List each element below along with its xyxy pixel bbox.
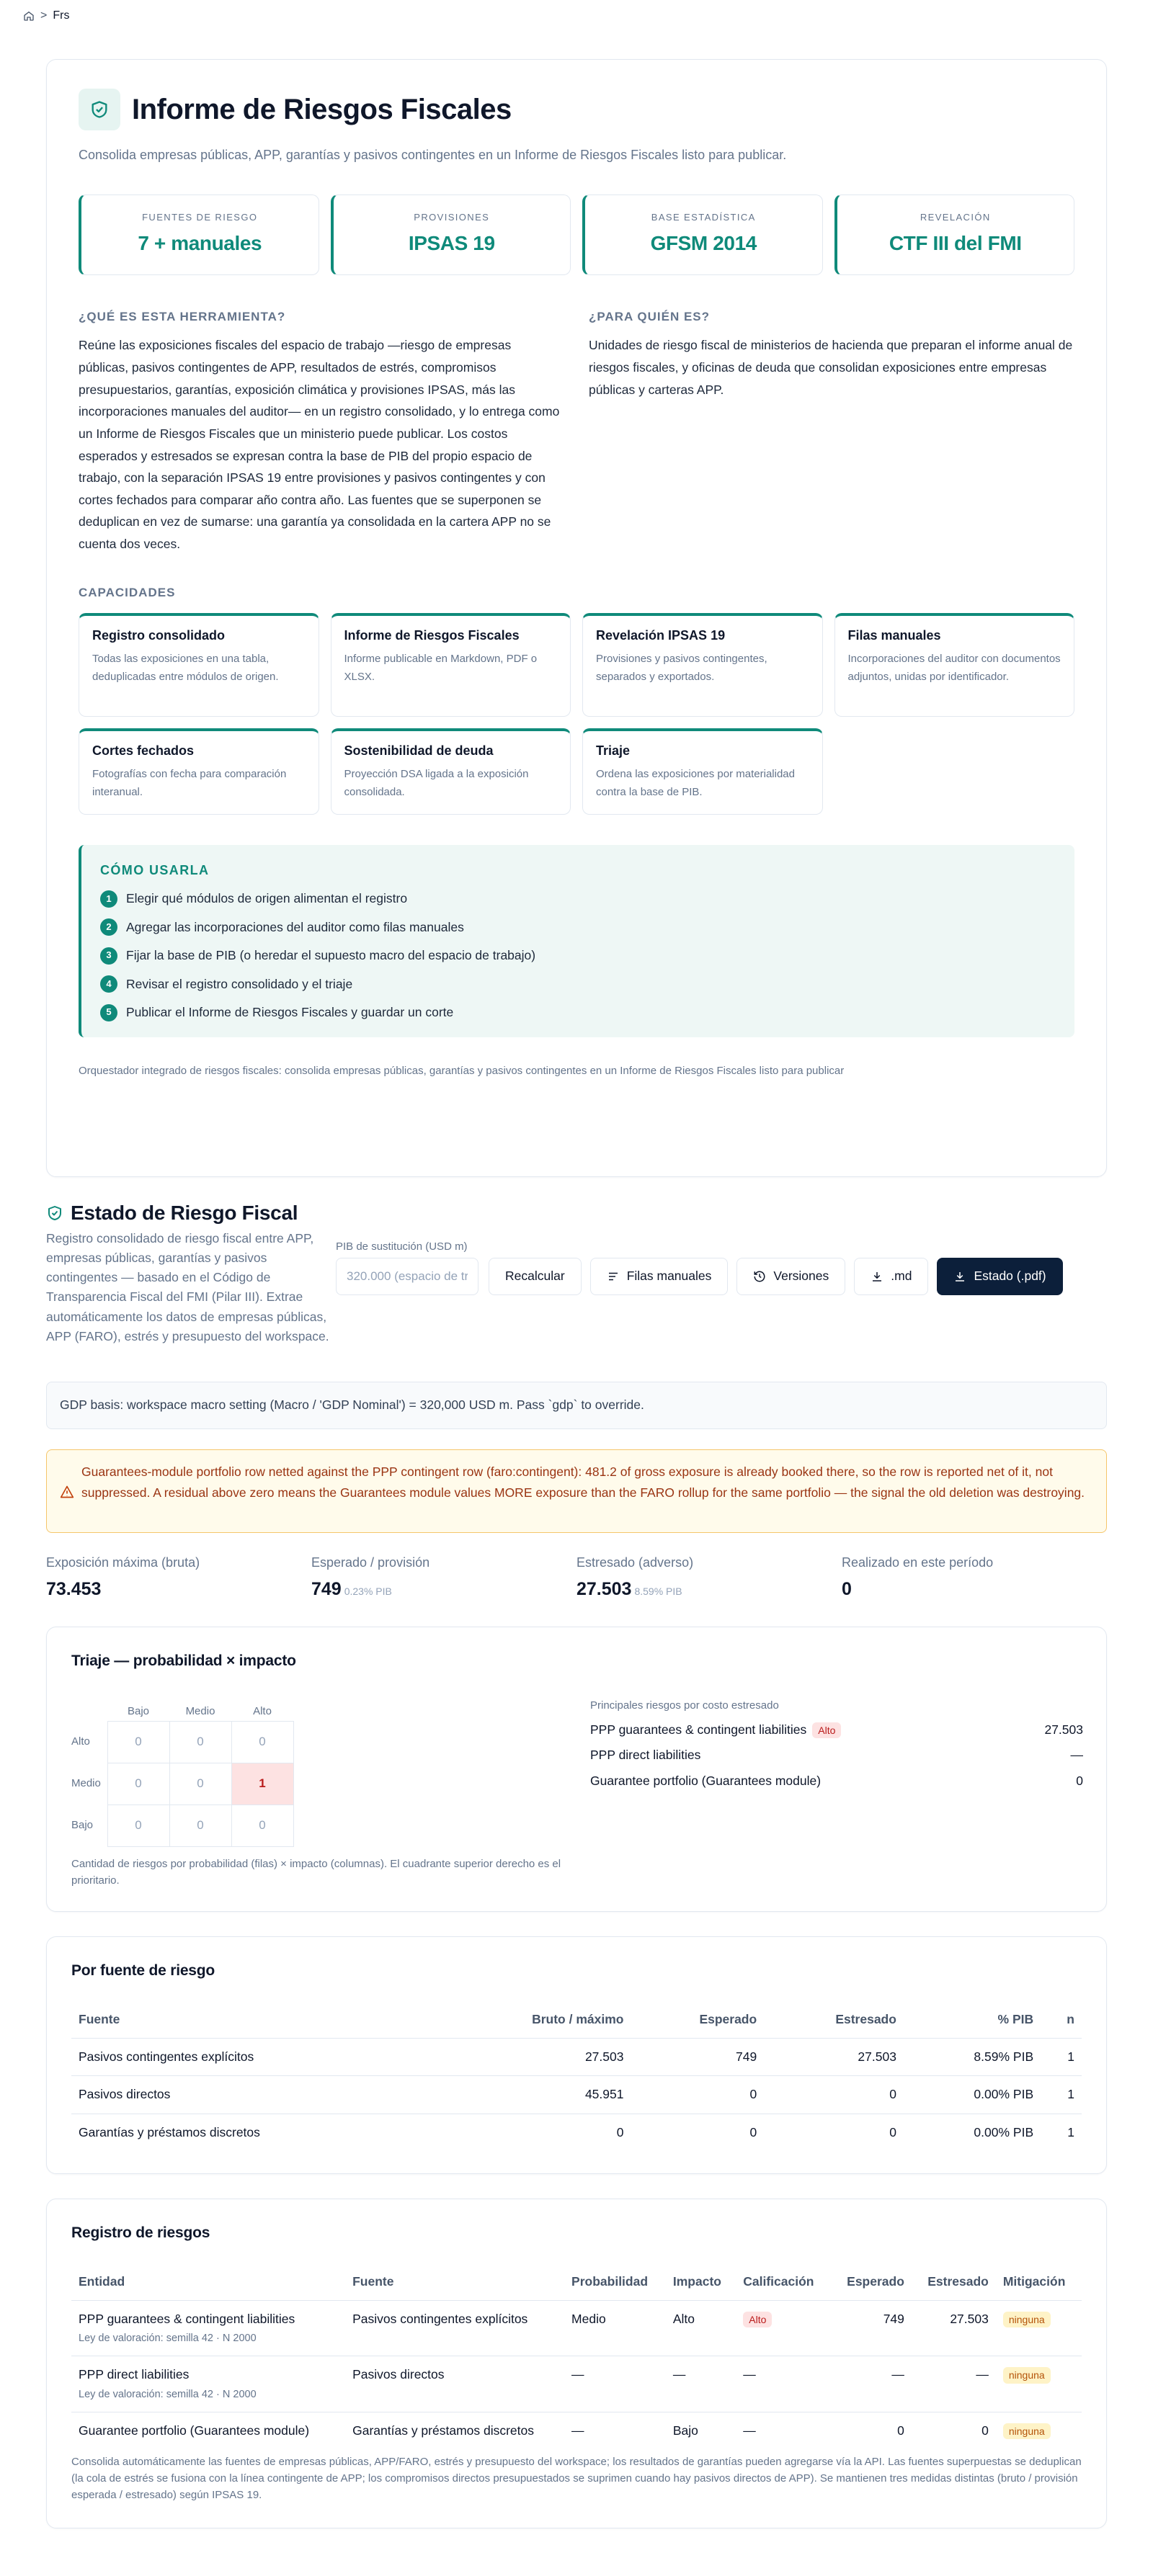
top-risk-value: — <box>1070 1748 1083 1763</box>
history-icon <box>753 1270 766 1283</box>
recalculate-button[interactable] <box>489 1258 582 1295</box>
cell-expected: 0 <box>749 2124 757 2139</box>
kpi-note: 0.23% PIB <box>344 1586 392 1598</box>
register-note: Consolida automáticamente las fuentes de empresas públicas, APP/FARO, estrés y presupuesto del workspace; los resultados de garantías pueden agregarse vía la API. Las fuentes superpuestas se deduplican (la cola de estrés se fusiona con la línea contingente de APP; los compromisos directos presupuestados se suprimen cuando hay pasivos directos de APP). Se mantienen tres medidas distintas (bruto / provisión esperada / estresado) según IPSAS 19. <box>71 2455 1082 2502</box>
stat-value: 7 + manuales <box>138 231 262 254</box>
cell-source: Pasivos directos <box>71 2076 435 2114</box>
table-row[interactable] <box>71 2356 1082 2412</box>
kpi-note: 8.59% PIB <box>634 1586 682 1598</box>
shield-check-icon <box>46 1204 63 1222</box>
cell-rating: — <box>736 2356 831 2412</box>
cell-expected: 0 <box>897 2423 904 2438</box>
list-icon <box>607 1270 620 1283</box>
who-heading: ¿PARA QUIÉN ES? <box>589 309 711 323</box>
breadcrumb-separator: > <box>40 9 48 22</box>
cell-entity: Guarantee portfolio (Guarantees module) <box>79 2423 310 2438</box>
kpi-expected <box>311 1553 576 1602</box>
mitigation-badge: ninguna <box>1003 2367 1051 2383</box>
top-risk-name: PPP direct liabilities <box>590 1748 701 1763</box>
capability-card <box>79 728 319 815</box>
column-header: Entidad <box>71 2264 345 2300</box>
capability-title: Registro consolidado <box>92 628 226 643</box>
cell-stressed: 27.503 <box>764 2038 904 2075</box>
cell-count: 1 <box>1067 2124 1074 2139</box>
stat-value: IPSAS 19 <box>408 231 495 254</box>
gdp-field-label: PIB de sustitución (USD m) <box>336 1240 468 1253</box>
table-row[interactable] <box>71 2076 1082 2114</box>
kpi-label: Esperado / provisión <box>311 1555 430 1570</box>
table-row[interactable] <box>71 2114 1082 2151</box>
top-risks <box>590 1698 1083 1790</box>
who-section <box>589 308 1074 555</box>
risk-register-table <box>71 2264 1082 2449</box>
cell-expected: 0 <box>631 2076 764 2114</box>
column-header: Calificación <box>736 2264 831 2300</box>
cell-entity-sub: Ley de valoración: semilla 42 · N 2000 <box>79 2388 257 2400</box>
column-header: Esperado <box>831 2264 912 2300</box>
download-icon <box>871 1270 883 1283</box>
top-risk-value: 27.503 <box>1044 1722 1083 1737</box>
kpi-label: Estresado (adverso) <box>576 1555 694 1570</box>
top-risk-row[interactable] <box>590 1721 1083 1739</box>
export-pdf-button[interactable] <box>937 1258 1062 1295</box>
capabilities-heading: CAPACIDADES <box>79 585 176 599</box>
column-header: n <box>1041 2002 1082 2038</box>
stat-card <box>331 194 571 275</box>
cell-count: 1 <box>1041 2076 1082 2114</box>
step-text: Revisar el registro consolidado y el triaje <box>126 976 353 991</box>
capability-desc: Proyección DSA ligada a la exposición consolidada. <box>344 768 529 799</box>
versions-button[interactable] <box>736 1258 845 1295</box>
capability-card <box>834 613 1075 717</box>
how-heading: CÓMO USARLA <box>100 863 210 878</box>
cell-impact: Alto <box>666 2300 736 2356</box>
matrix-cell[interactable]: 0 <box>107 1763 169 1804</box>
matrix-col-header: Medio <box>185 1704 215 1717</box>
matrix-cell[interactable]: 0 <box>169 1804 231 1846</box>
status-header <box>46 1199 1107 1343</box>
cell-pct-gdp: 0.00% PIB <box>974 2124 1034 2139</box>
matrix-note: Cantidad de riesgos por probabilidad (filas) × impacto (columnas). El cuadrante superior derecho es el prioritario. <box>71 1858 561 1887</box>
cell-expected: 749 <box>631 2038 764 2075</box>
mitigation-badge: ninguna <box>1003 2423 1051 2439</box>
matrix-row-header: Medio <box>71 1777 101 1790</box>
export-md-button[interactable] <box>854 1258 928 1295</box>
column-header: Fuente <box>71 2002 435 2038</box>
step-text: Elegir qué módulos de origen alimentan el registro <box>126 891 408 906</box>
cell-gross: 27.503 <box>435 2038 631 2075</box>
cell-stressed: 0 <box>889 2124 896 2139</box>
gdp-basis-text: GDP basis: workspace macro setting (Macro / 'GDP Nominal') = 320,000 USD m. Pass `gdp` to override. <box>60 1397 644 1413</box>
kpi-value: 27.503 <box>576 1579 632 1600</box>
capability-card <box>79 613 319 717</box>
step-item <box>100 947 1056 965</box>
export-pdf-label: Estado (.pdf) <box>974 1269 1046 1284</box>
column-header: % PIB <box>904 2002 1041 2038</box>
capability-title: Revelación IPSAS 19 <box>596 628 726 643</box>
column-header: Mitigación <box>996 2264 1082 2300</box>
matrix-cell[interactable]: 0 <box>231 1804 293 1846</box>
capability-title: Sostenibilidad de deuda <box>344 743 494 759</box>
step-number: 1 <box>100 890 117 908</box>
capability-title: Cortes fechados <box>92 743 195 759</box>
gdp-field <box>336 1239 480 1295</box>
kpi-value: 749 <box>311 1579 342 1600</box>
capability-title: Informe de Riesgos Fiscales <box>344 628 520 643</box>
matrix-col-header: Alto <box>253 1704 272 1717</box>
column-header: Esperado <box>631 2002 764 2038</box>
matrix-cell[interactable]: 0 <box>169 1763 231 1804</box>
kpi-row <box>46 1553 1107 1602</box>
capability-title: Filas manuales <box>847 628 941 643</box>
top-risk-row[interactable] <box>590 1772 1083 1790</box>
status-description: Registro consolidado de riesgo fiscal entre APP, empresas públicas, garantías y pasivos contingentes — basado en el Código de Transparencia Fiscal del FMI (Pilar III). Extrae automáticamente los datos de empresas públicas, APP (FARO), estrés y presupuesto del workspace. <box>46 1231 329 1343</box>
column-header: Estresado <box>764 2002 904 2038</box>
capability-card <box>331 613 571 717</box>
cell-probability: — <box>564 2356 666 2412</box>
capability-desc: Informe publicable en Markdown, PDF o XLSX. <box>344 653 538 684</box>
cell-stressed: 0 <box>981 2423 989 2438</box>
step-number: 3 <box>100 947 117 965</box>
how-to-box <box>79 845 1074 1037</box>
kpi-realized <box>842 1553 1107 1602</box>
home-icon[interactable] <box>23 10 35 22</box>
kpi-label: Exposición máxima (bruta) <box>46 1555 200 1570</box>
cell-impact: — <box>666 2356 736 2412</box>
stat-value: GFSM 2014 <box>650 231 757 254</box>
step-item <box>100 975 1056 993</box>
cell-expected: 749 <box>831 2300 912 2356</box>
top-risk-row[interactable] <box>590 1746 1083 1764</box>
netting-warning <box>46 1449 1107 1533</box>
matrix-cell[interactable]: 0 <box>107 1721 169 1763</box>
column-header: Fuente <box>345 2264 564 2300</box>
intro-footer: Orquestador integrado de riesgos fiscales: consolida empresas públicas, garantías y pasivos contingentes en un Informe de Riesgos Fiscales listo para publicar <box>79 1065 845 1078</box>
table-row[interactable] <box>71 2300 1082 2356</box>
recalculate-label: Recalcular <box>505 1269 565 1284</box>
step-item <box>100 890 1056 908</box>
cell-pct-gdp: 0.00% PIB <box>904 2076 1041 2114</box>
capability-card <box>582 613 823 717</box>
matrix-cell-highlighted[interactable]: 1 <box>231 1763 293 1804</box>
cell-stressed: — <box>912 2356 996 2412</box>
cell-entity: PPP guarantees & contingent liabilities <box>79 2311 295 2326</box>
status-title-row <box>46 1199 1107 1228</box>
column-header: Impacto <box>666 2264 736 2300</box>
what-heading: ¿QUÉ ES ESTA HERRAMIENTA? <box>79 309 286 323</box>
capability-card <box>331 728 571 815</box>
step-item <box>100 918 1056 936</box>
cell-source: Garantías y préstamos discretos <box>352 2423 535 2438</box>
capability-desc: Todas las exposiciones en una tabla, deduplicadas entre módulos de origen. <box>92 653 279 684</box>
capability-desc: Provisiones y pasivos contingentes, separados y exportados. <box>596 653 767 684</box>
kpi-value: 73.453 <box>46 1579 102 1600</box>
top-risk-name: Guarantee portfolio (Guarantees module) <box>590 1773 822 1788</box>
matrix-cell[interactable]: 0 <box>169 1721 231 1763</box>
cell-impact: Bajo <box>672 2423 698 2438</box>
cell-source: Pasivos contingentes explícitos <box>345 2300 564 2356</box>
matrix-cell[interactable]: 0 <box>231 1721 293 1763</box>
capability-desc: Incorporaciones del auditor con documentos adjuntos, unidas por identificador. <box>847 653 1061 684</box>
stat-grid <box>79 194 1074 275</box>
step-number: 5 <box>100 1004 117 1021</box>
intro-card <box>46 59 1107 1177</box>
shield-check-icon <box>79 89 120 130</box>
cell-entity-sub: Ley de valoración: semilla 42 · N 2000 <box>79 2333 257 2345</box>
triage-matrix <box>71 1702 294 1847</box>
cell-gross: 45.951 <box>435 2076 631 2114</box>
column-header: Probabilidad <box>564 2264 666 2300</box>
step-text: Publicar el Informe de Riesgos Fiscales y guardar un corte <box>126 1004 454 1019</box>
cell-rating: — <box>743 2423 756 2438</box>
stat-label: FUENTES DE RIESGO <box>142 212 258 223</box>
step-text: Fijar la base de PIB (o heredar el supuesto macro del espacio de trabajo) <box>126 948 536 963</box>
cell-gross: 0 <box>616 2124 624 2139</box>
table-row[interactable] <box>71 2038 1082 2075</box>
cell-stressed: 0 <box>764 2076 904 2114</box>
cell-stressed: 27.503 <box>912 2300 996 2356</box>
top-risks-heading: Principales riesgos por costo estresado <box>590 1699 779 1712</box>
stat-card <box>79 194 319 275</box>
by-source-title: Por fuente de riesgo <box>71 1962 215 1979</box>
rating-badge: Alto <box>743 2312 772 2327</box>
cell-expected: — <box>831 2356 912 2412</box>
status-toolbar <box>336 1239 1063 1295</box>
triage-title: Triaje — probabilidad × impacto <box>71 1653 296 1669</box>
stat-value: CTF III del FMI <box>889 231 1022 254</box>
gdp-override-input[interactable] <box>336 1258 478 1295</box>
capabilities-grid <box>79 613 1074 815</box>
kpi-label: Realizado en este período <box>842 1555 994 1570</box>
intro-lead: Consolida empresas públicas, APP, garantías y pasivos contingentes en un Informe de Riesgos Fiscales listo para publicar. <box>79 148 787 162</box>
triage-card <box>46 1627 1107 1912</box>
intro-title: Informe de Riesgos Fiscales <box>132 94 512 125</box>
manual-rows-button[interactable] <box>590 1258 729 1295</box>
rating-badge: Alto <box>812 1722 841 1738</box>
export-md-label: .md <box>891 1269 912 1284</box>
kpi-gross <box>46 1553 311 1602</box>
step-number: 4 <box>100 975 117 993</box>
step-text: Agregar las incorporaciones del auditor como filas manuales <box>126 919 464 934</box>
by-source-card <box>46 1936 1107 2174</box>
versions-label: Versiones <box>773 1269 829 1284</box>
risk-register-card <box>46 2199 1107 2528</box>
capability-desc: Ordena las exposiciones por materialidad contra la base de PIB. <box>596 768 795 799</box>
column-header: Estresado <box>912 2264 996 2300</box>
warning-icon <box>60 1485 74 1499</box>
what-section <box>79 308 564 555</box>
stat-label: BASE ESTADÍSTICA <box>651 212 756 223</box>
stat-card <box>834 194 1075 275</box>
top-risk-value: 0 <box>1076 1773 1083 1788</box>
top-risk-name: PPP guarantees & contingent liabilities <box>590 1722 807 1737</box>
cell-source: Pasivos directos <box>345 2356 564 2412</box>
matrix-col-header: Bajo <box>127 1704 150 1717</box>
cell-entity: PPP direct liabilities <box>79 2367 190 2382</box>
status-title: Estado de Riesgo Fiscal <box>71 1202 298 1224</box>
mitigation-badge: ninguna <box>1003 2312 1051 2327</box>
capability-title: Triaje <box>596 743 631 759</box>
capability-desc: Fotografías con fecha para comparación interanual. <box>92 768 287 799</box>
register-title: Registro de riesgos <box>71 2224 210 2241</box>
download-icon <box>953 1270 966 1283</box>
gdp-basis-note <box>46 1382 1107 1429</box>
breadcrumb-current[interactable]: Frs <box>53 9 70 22</box>
matrix-row-header: Alto <box>71 1735 90 1748</box>
manual-rows-label: Filas manuales <box>626 1269 712 1284</box>
column-header: Bruto / máximo <box>435 2002 631 2038</box>
breadcrumb <box>23 7 69 24</box>
matrix-row-header: Bajo <box>71 1819 94 1832</box>
kpi-value: 0 <box>842 1579 852 1600</box>
capability-card <box>582 728 823 815</box>
cell-pct-gdp: 8.59% PIB <box>904 2038 1041 2075</box>
table-row[interactable] <box>71 2412 1082 2449</box>
by-source-table <box>71 2002 1082 2151</box>
cell-source: Garantías y préstamos discretos <box>79 2124 260 2139</box>
step-number: 2 <box>100 918 117 936</box>
cell-probability: — <box>571 2423 584 2438</box>
who-text: Unidades de riesgo fiscal de ministerios de hacienda que preparan el informe anual de riesgos fiscales, y oficinas de deuda que consolidan exposiciones entre empresas públicas y carteras APP. <box>589 338 1073 397</box>
matrix-cell[interactable]: 0 <box>107 1804 169 1846</box>
cell-count: 1 <box>1041 2038 1082 2075</box>
what-text: Reúne las exposiciones fiscales del espacio de trabajo —riesgo de empresas públicas, pasivos contingentes de APP, resultados de estrés, compromisos presupuestarios, garantías, exposición climática y provisiones IPSAS, más las incorporaciones manuales del auditor— en un registro consolidado, y lo entrega como un Informe de Riesgos Fiscales que un ministerio puede publicar. Los costos esperados y estresados se expresan contra la base de PIB del propio espacio de trabajo, con la separación IPSAS 19 entre provisiones y pasivos contingentes y con cortes fechados para comparar año contra año. Las fuentes que se superponen se deduplican en vez de sumarse: una garantía ya consolidada en la cartera APP no se cuenta dos veces. <box>79 338 560 552</box>
step-item <box>100 1003 1056 1021</box>
warning-text: Guarantees-module portfolio row netted against the PPP contingent row (faro:contingent): 481.2 of gross exposure is already booked there, so the row is reported net of it, not suppressed. A residual above zero means the Guarantees module values MORE exposure than the FARO rollup for the same portfolio — the signal the old deletion was destroying. <box>81 1464 1085 1500</box>
kpi-stressed <box>576 1553 842 1602</box>
stat-card <box>582 194 823 275</box>
cell-probability: Medio <box>564 2300 666 2356</box>
stat-label: PROVISIONES <box>414 212 490 223</box>
cell-source: Pasivos contingentes explícitos <box>71 2038 435 2075</box>
stat-label: REVELACIÓN <box>920 212 991 223</box>
